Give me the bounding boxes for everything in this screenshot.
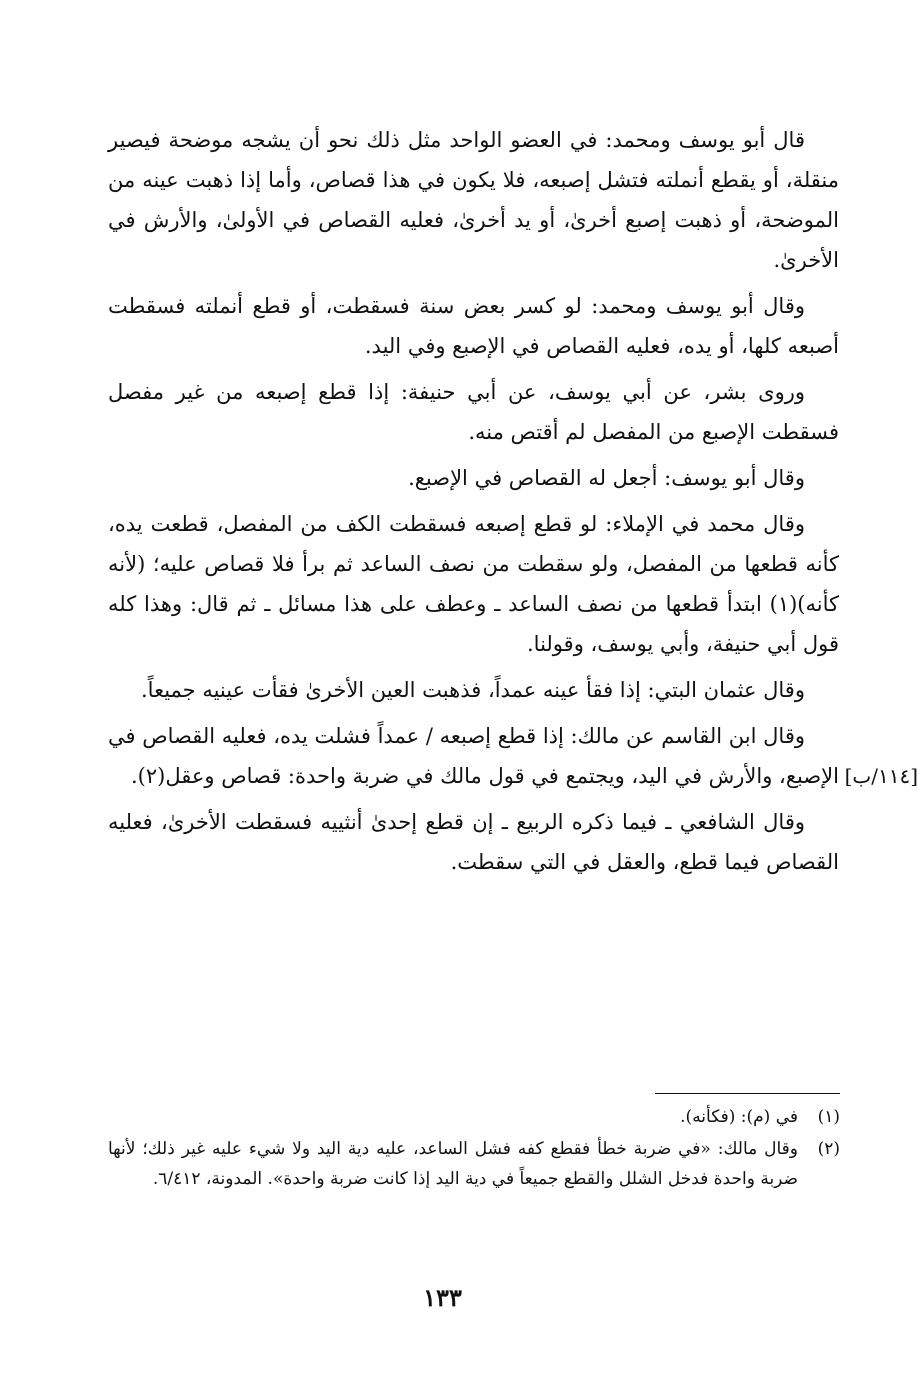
footnote-text: وقال مالك: «في ضربة خطأ فقطع كفه فشل الساعد، عليه دية اليد ولا شيء عليه غير ذلك؛ لأنها ضربة واحدة فدخل الشلل والقطع جميعاً في دية اليد إذا كانت ضربة واحدة». المدونة، ٦/٤١٢. bbox=[108, 1139, 798, 1189]
footnote-text: في (م): (فكأنه). bbox=[680, 1107, 798, 1127]
folio-margin-note: [١١٤/ب] bbox=[844, 764, 918, 788]
footnote-separator bbox=[655, 1093, 840, 1094]
page-number: ١٣٣ bbox=[423, 1283, 462, 1312]
paragraph-3: وروى بشر، عن أبي يوسف، عن أبي حنيفة: إذا قطع إصبعه من غير مفصل فسقطت الإصبع من المفصل لم أقتص منه. bbox=[108, 380, 839, 444]
paragraph-2: وقال أبو يوسف ومحمد: لو كسر بعض سنة فسقطت، أو قطع أنملته فسقطت أصبعه كلها، أو يده، فعليه القصاص في الإصبع وفي اليد. bbox=[108, 294, 839, 358]
paragraph-8: وقال الشافعي ـ فيما ذكره الربيع ـ إن قطع إحدىٰ أنثييه فسقطت الأخرىٰ، فعليه القصاص فيما قطع، والعقل في التي سقطت. bbox=[108, 810, 839, 874]
paragraph-4: وقال أبو يوسف: أجعل له القصاص في الإصبع. bbox=[408, 466, 805, 490]
paragraph-6: وقال عثمان البتي: إذا فقأ عينه عمداً، فذهبت العين الأخرىٰ فقأت عينيه جميعاً. bbox=[141, 678, 805, 702]
paragraph-7-wrapper bbox=[108, 716, 918, 796]
footnote-2 bbox=[108, 1134, 840, 1194]
footnote-number: (٢) bbox=[817, 1139, 840, 1159]
footnote-number: (١) bbox=[817, 1107, 840, 1127]
paragraph-7: وقال ابن القاسم عن مالك: إذا قطع إصبعه / عمداً فشلت يده، فعليه القصاص في الإصبع، والأرش في اليد، ويجتمع في قول مالك في ضربة واحدة: قصاص وعقل(٢). bbox=[108, 724, 839, 788]
paragraph-5: وقال محمد في الإملاء: لو قطع إصبعه فسقطت الكف من المفصل، قطعت يده، كأنه قطعها من المفصل، ولو سقطت من نصف الساعد ثم برأ فلا قصاص عليه؛ (لأنه كأنه)(١) ابتدأ قطعها من نصف الساعد ـ وعطف على هذا مسائل ـ ثم قال: وهذا كله قول أبي حنيفة، وأبي يوسف، وقولنا. bbox=[108, 512, 839, 656]
main-text bbox=[108, 120, 918, 888]
footnote-1 bbox=[108, 1102, 840, 1132]
paragraph-1: قال أبو يوسف ومحمد: في العضو الواحد مثل ذلك نحو أن يشجه موضحة فيصير منقلة، أو يقطع أنملته فتشل إصبعه، فلا يكون في هذا قصاص، وأما إذا ذهبت عينه من الموضحة، أو ذهبت إصبع أخرىٰ، أو يد أخرىٰ، فعليه القصاص في الأولىٰ، والأرش في الأخرىٰ. bbox=[108, 128, 839, 272]
footnotes bbox=[108, 1102, 840, 1196]
